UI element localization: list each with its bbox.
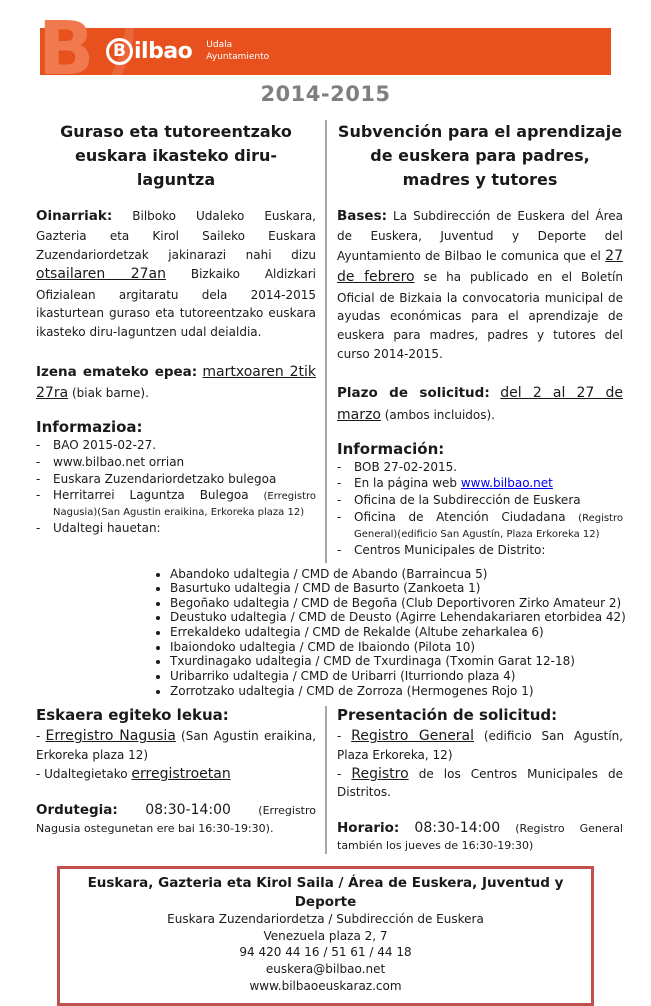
footer-email: euskera@bilbao.net	[265, 962, 386, 976]
oinarriak-text2: Bizkaiko Aldizkari Ofizialean argitaratu dela 2014-2015 ikasturtean guraso eta tutoreentzako euskara ikasteko diru-laguntzen udal deialdia.	[36, 267, 317, 339]
course-year-title: 2014-2015	[260, 82, 391, 106]
dash-prefix: -	[337, 729, 352, 744]
oinarriak-text1: Bilboko Udaleko Euskara, Gazteria eta Kirol Saileko Euskara Zuzendariordetzak jakinarazi nahi dizu	[36, 209, 316, 262]
eskaera-item-2	[36, 764, 316, 784]
list-item-text: Centros Municipales de Distrito:	[354, 542, 546, 557]
list-item-text: www.bilbao.net orrian	[53, 454, 185, 469]
presentacion-item-2	[337, 764, 623, 802]
list-item-text: Euskara Zuzendariordetzako bulegoa	[53, 471, 277, 486]
district-centers-list	[152, 567, 626, 699]
district-center-item: • Txurdinagako udaltegia / CMD de Txurdinaga (Txomin Garat 12-18)	[170, 654, 626, 669]
ordutegia-note: (Erregistro Nagusia ostegunetan ere bai 16:30-19:30).	[36, 804, 317, 835]
footer-website: www.bilbaoeuskaraz.com	[249, 978, 402, 993]
list-item	[36, 455, 316, 471]
contact-footer-box	[57, 866, 594, 1006]
bases-paragraph	[337, 206, 623, 363]
dash-prefix: - Udaltegietako	[36, 766, 132, 781]
list-item-text: En la página web	[354, 476, 461, 491]
list-item	[337, 510, 623, 542]
horario-paragraph	[337, 818, 623, 855]
list-item	[36, 438, 316, 454]
informacion-heading: Información:	[337, 439, 445, 458]
list-item	[337, 476, 623, 492]
presentacion-item-2-detail: de los Centros Municipales de Distritos.	[337, 766, 623, 800]
bilbao-logo-circle-b-icon: B	[106, 38, 133, 65]
top-columns-row	[36, 120, 623, 563]
district-center-item: • Ibaiondoko udaltegia / CMD de Ibaiondo (Pilota 10)	[170, 640, 626, 655]
footer-subdirection: Euskara Zuzendariordetza / Subdirección de Euskera	[167, 912, 484, 927]
informazioa-heading: Informazioa:	[36, 417, 143, 436]
spanish-column	[327, 120, 623, 563]
dash-prefix: -	[337, 766, 352, 781]
epea-label: Izena emateko epea:	[36, 363, 198, 380]
district-center-item: • Errekaldeko udaltegia / CMD de Rekalde (Altube zeharkalea 6)	[170, 625, 626, 640]
list-item	[337, 543, 623, 559]
epea-paragraph	[36, 362, 316, 405]
oinarriak-date-underline: otsailaren 27an	[36, 266, 166, 283]
eskaera-item-1	[36, 726, 316, 764]
bilbao-website-link[interactable]: www.bilbao.net	[460, 476, 553, 491]
plazo-suffix: (ambos incluidos).	[384, 407, 495, 422]
plazo-label: Plazo de solicitud:	[337, 385, 490, 402]
list-item-text: Udaltegi hauetan:	[53, 521, 161, 536]
ordutegia-label: Ordutegia:	[36, 802, 118, 819]
dash-prefix: -	[36, 729, 46, 744]
bases-text2: se ha publicado en el Boletín Oficial de Bizkaia la convocatoria municipal de ayudas económicas para el aprendizaje de euskera para madres, padres y tutores del curso 2014-2015.	[337, 270, 623, 361]
bilbao-logo	[106, 38, 269, 65]
basque-heading: Guraso eta tutoreentzako euskara ikasteko diru-laguntza	[60, 122, 292, 189]
ordutegia-paragraph	[36, 800, 316, 837]
district-center-item: • Begoñako udaltegia / CMD de Begoña (Club Deportivoren Zirko Amateur 2)	[170, 596, 626, 611]
org-name-eu: Udala	[206, 40, 233, 51]
footer-address: Venezuela plaza 2, 7	[263, 928, 388, 943]
header-bar	[38, 6, 611, 92]
ordutegia-time: 08:30-14:00	[145, 802, 231, 819]
bases-label: Bases:	[337, 208, 388, 224]
eskaera-item-1-detail: (San Agustin eraikina, Erkoreka plaza 12)	[36, 729, 317, 762]
org-name	[206, 40, 269, 63]
plazo-dates-underline: del 2 al 27 de marzo	[337, 385, 623, 423]
list-item	[36, 488, 316, 520]
district-center-item: • Uribarriko udaltegia / CMD de Uribarri (Iturriondo plaza 4)	[170, 669, 626, 684]
eskaera-heading: Eskaera egiteko lekua:	[36, 706, 229, 725]
oinarriak-paragraph	[36, 206, 316, 342]
horario-note: (Registro General también los jueves de 16:30-19:30)	[337, 821, 623, 853]
district-center-item: • Abandoko udaltegia / CMD de Abando (Barraincua 5)	[170, 567, 626, 582]
registro-general-underline: Registro General	[351, 728, 475, 745]
bases-text1: La Subdirección de Euskera del Área de Euskera, Juventud y Deporte del Ayuntamiento de Bilbao le comunica que el	[337, 209, 623, 263]
horario-label: Horario:	[337, 819, 400, 836]
list-item	[36, 472, 316, 488]
list-item	[337, 460, 623, 476]
list-item-detail: (Erregistro Nagusia)(San Agustin eraikina, Erkoreka plaza 12)	[53, 491, 316, 519]
list-item-text: BOB 27-02-2015.	[354, 459, 458, 474]
horario-time: 08:30-14:00	[414, 819, 501, 836]
spanish-heading: Subvención para el aprendizaje de euskera para padres, madres y tutores	[337, 122, 623, 189]
list-item	[36, 521, 316, 537]
list-item-detail: (Registro General)(edificio San Agustín, Plaza Erkoreka 12)	[354, 513, 623, 540]
erregistro-nagusia-underline: Erregistro Nagusia	[45, 728, 176, 745]
informazioa-list	[36, 438, 316, 537]
basque-submission-column	[36, 706, 325, 854]
registro-underline: Registro	[351, 765, 409, 782]
footer-department: Euskara, Gazteria eta Kirol Saila / Área de Euskera, Juventud y Deporte	[87, 875, 564, 910]
district-center-item: • Basurtuko udaltegia / CMD de Basurto (Zankoeta 1)	[170, 581, 626, 596]
oinarriak-label: Oinarriak:	[36, 208, 113, 224]
presentacion-item-1	[337, 726, 623, 764]
bilbao-watermark-b-icon: B	[38, 6, 91, 92]
bilbao-logo-wordmark: ilbao	[134, 39, 193, 64]
list-item-text: BAO 2015-02-27.	[53, 437, 157, 452]
list-item	[337, 493, 623, 509]
footer-phones: 94 420 44 16 / 51 61 / 44 18	[239, 945, 412, 960]
presentacion-item-1-detail: (edificio San Agustín, Plaza Erkoreka, 12)	[337, 729, 623, 762]
list-item-text: Oficina de Atención Ciudadana	[354, 510, 579, 525]
spanish-submission-column	[327, 706, 623, 854]
list-item-text: Herritarrei Laguntza Bulegoa	[53, 488, 264, 503]
basque-column	[36, 120, 325, 563]
plazo-paragraph	[337, 383, 623, 426]
district-center-item: • Deustuko udaltegia / CMD de Deusto (Agirre Lehendakariaren etorbidea 42)	[170, 610, 626, 625]
informacion-list	[337, 460, 623, 559]
announcement-page	[0, 6, 651, 993]
epea-dates-underline: martxoaren 2tik 27ra	[36, 363, 316, 402]
presentacion-heading: Presentación de solicitud:	[337, 706, 558, 725]
erregistroetan-underline: erregistroetan	[131, 765, 231, 782]
org-name-es: Ayuntamiento	[206, 51, 270, 62]
district-center-item: • Zorrotzako udaltegia / CMD de Zorroza (Hermogenes Rojo 1)	[170, 684, 626, 699]
bottom-columns-row	[36, 706, 623, 854]
bases-date-underline: 27 de febrero	[337, 247, 623, 286]
epea-suffix: (biak barne).	[71, 386, 149, 401]
list-item-text: Oficina de la Subdirección de Euskera	[354, 493, 581, 508]
